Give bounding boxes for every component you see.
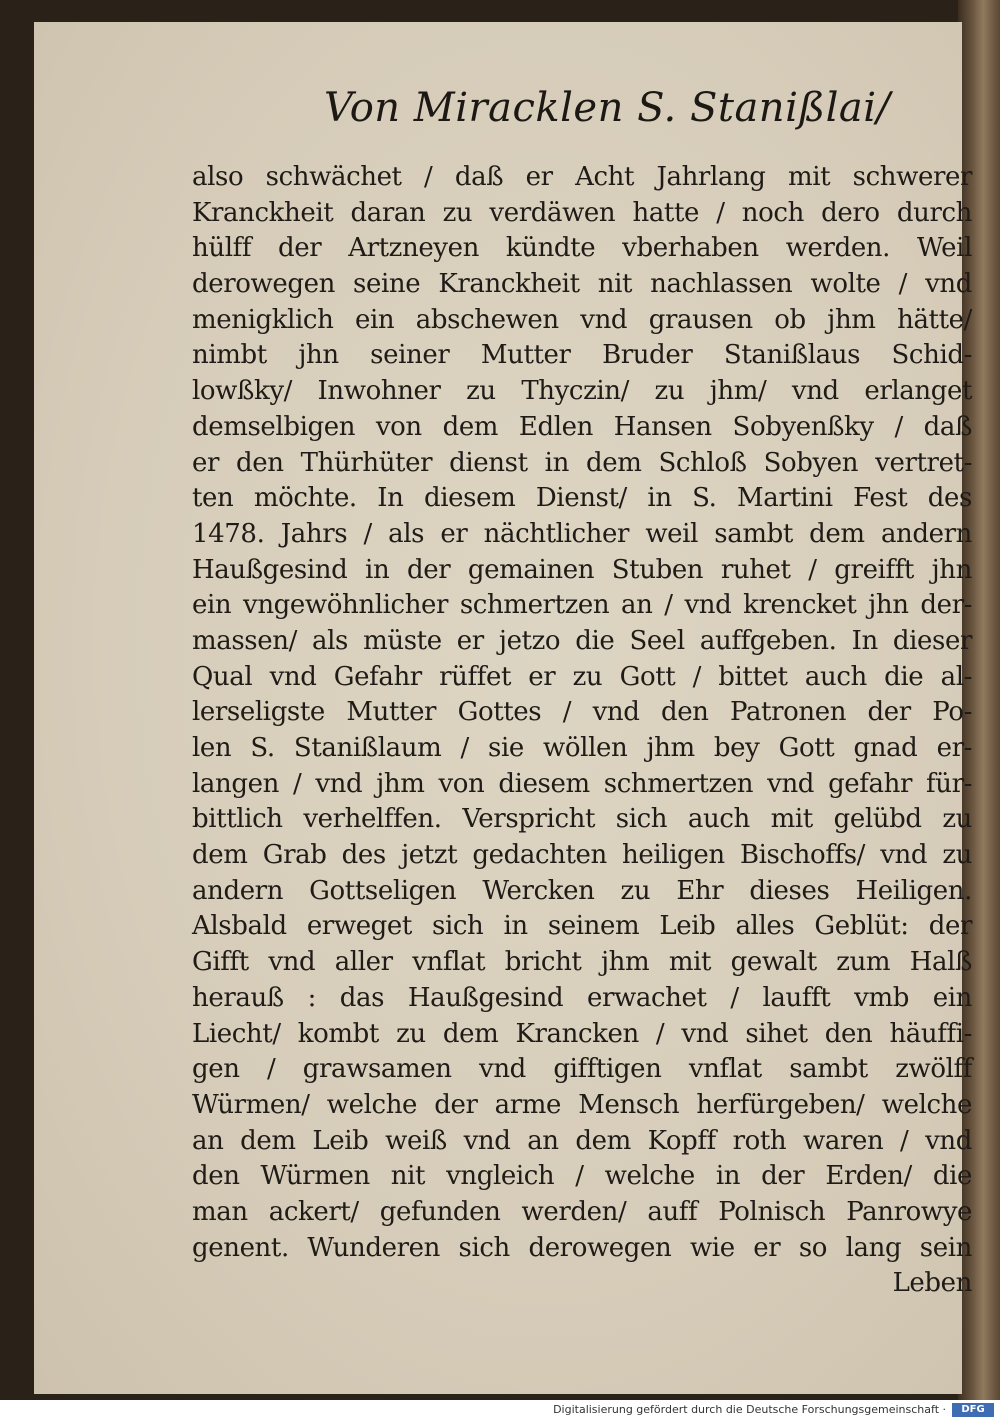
text-line: Alsbald erweget sich in seinem Leib alles Geblüt: der	[192, 911, 972, 942]
funding-credit: Digitalisierung gefördert durch die Deutsche Forschungsgemeinschaft ·	[553, 1403, 946, 1416]
text-line: Haußgesind in der gemainen Stuben ruhet / greifft jhn	[192, 554, 972, 585]
text-line: dem Grab des jetzt gedachten heiligen Bischoffs/ vnd zu	[192, 840, 972, 871]
text-line: gen / grawsamen vnd gifftigen vnflat sambt zwölff	[192, 1054, 972, 1085]
text-line: 1478. Jahrs / als er nächtlicher weil sambt dem andern	[192, 518, 972, 549]
book-page	[34, 22, 972, 1394]
text-line: also schwächet / daß er Acht Jahrlang mit schwerer	[192, 162, 972, 192]
footer-bar	[0, 1400, 1000, 1420]
text-line: an dem Leib weiß vnd an dem Kopff roth waren / vnd	[192, 1125, 972, 1156]
text-line: den Würmen nit vngleich / welche in der Erden/ die	[192, 1161, 972, 1192]
catchword: Leben	[892, 1268, 972, 1299]
text-line: andern Gottseligen Wercken zu Ehr dieses Heiligen.	[192, 875, 972, 906]
dfg-logo: DFG	[952, 1403, 994, 1417]
text-line: genent. Wunderen sich derowegen wie er so lang sein	[192, 1232, 972, 1263]
text-line: bittlich verhelffen. Verspricht sich auch mit gelübd zu	[192, 804, 972, 835]
running-header: Von Miracklen S. Stanißlai/	[324, 85, 891, 131]
text-line: Kranckheit daran zu verdäwen hatte / noch dero durch	[192, 197, 972, 228]
body-text	[192, 160, 972, 1302]
text-line: herauß : das Haußgesind erwachet / laufft vmb ein	[192, 982, 972, 1013]
text-line: len S. Stanißlaum / sie wöllen jhm bey Gott gnad er-	[192, 733, 972, 763]
text-line: ein vngewöhnlicher schmertzen an / vnd krencket jhn der-	[192, 590, 972, 621]
text-line: Gifft vnd aller vnflat bricht jhm mit gewalt zum Halß	[192, 947, 972, 978]
text-line: lerseligste Mutter Gottes / vnd den Patronen der Po-	[192, 697, 972, 728]
text-line: lowßky/ Inwohner zu Thyczin/ zu jhm/ vnd erlanget	[192, 376, 972, 407]
text-line: man ackert/ gefunden werden/ auff Polnisch Panrowye	[192, 1196, 972, 1227]
text-line: Würmen/ welche der arme Mensch herfürgeben/ welche	[192, 1089, 972, 1120]
text-line: menigklich ein abschewen vnd grausen ob jhm hätte/	[192, 304, 972, 335]
text-line: ten möchte. In diesem Dienst/ in S. Martini Fest des	[192, 483, 972, 514]
text-line: Qual vnd Gefahr rüffet er zu Gott / bittet auch die al-	[192, 661, 972, 692]
text-line: demselbigen von dem Edlen Hansen Sobyenßky / daß	[192, 411, 972, 442]
text-line: massen/ als müste er jetzo die Seel auffgeben. In dieser	[192, 625, 972, 656]
text-line: derowegen seine Kranckheit nit nachlassen wolte / vnd	[192, 269, 972, 300]
text-line: langen / vnd jhm von diesem schmertzen vnd gefahr für-	[192, 768, 972, 799]
text-line: Liecht/ kombt zu dem Krancken / vnd sihet den häuffi-	[192, 1018, 972, 1049]
text-line: hülff der Artzneyen kündte vberhaben werden. Weil	[192, 233, 972, 264]
text-line: er den Thürhüter dienst in dem Schloß Sobyen vertret-	[192, 447, 972, 478]
text-line: nimbt jhn seiner Mutter Bruder Stanißlaus Schid-	[192, 340, 972, 371]
